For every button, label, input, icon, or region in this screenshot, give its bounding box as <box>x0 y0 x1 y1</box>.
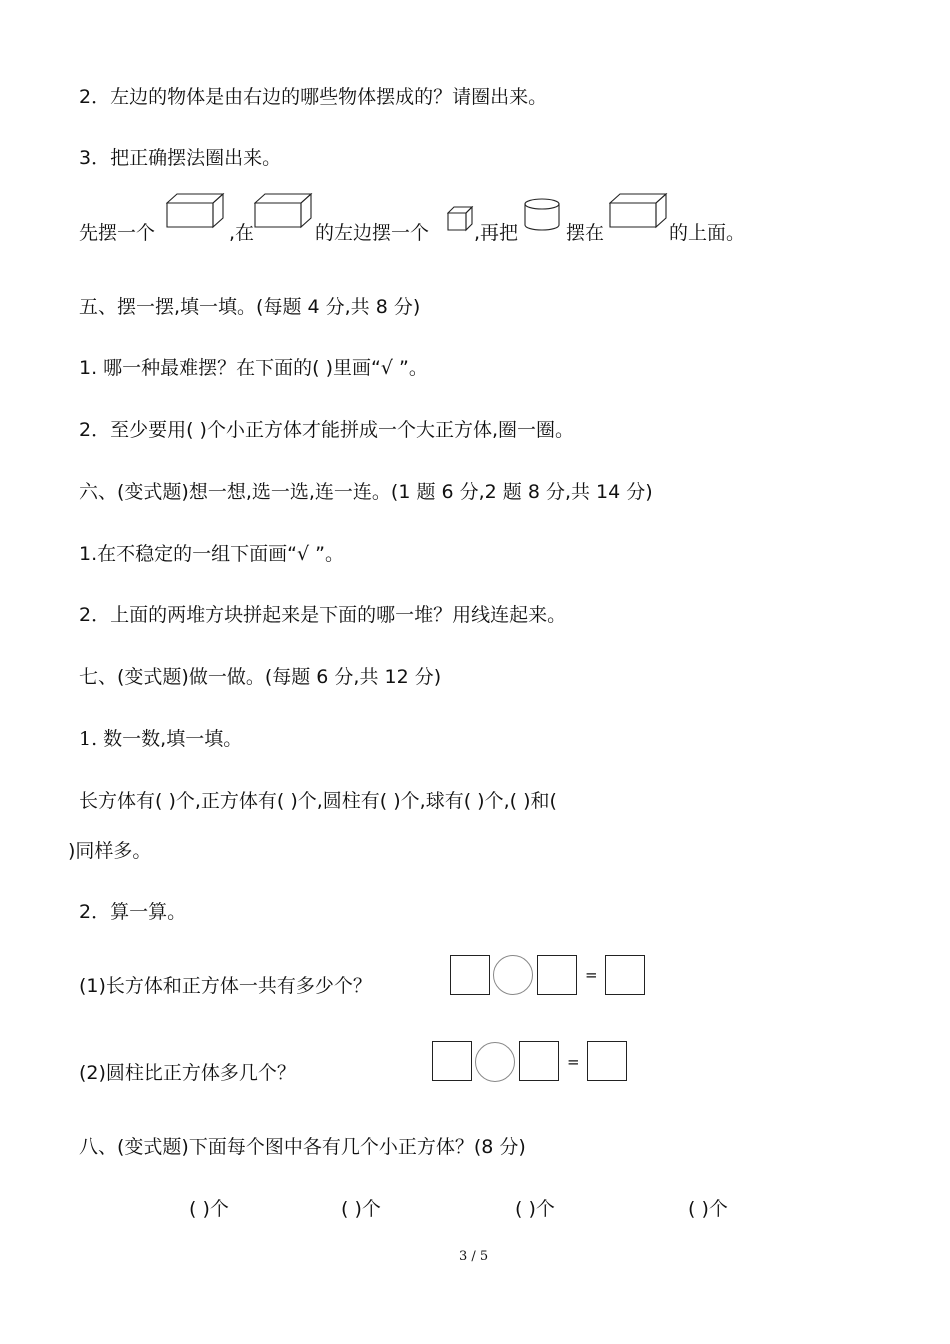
q8-blank-2: ( )个 <box>341 1198 381 1220</box>
q7-sub2: (2)圆柱比正方体多几个？ <box>79 1062 296 1084</box>
q6-item1: 1.在不稳定的一组下面画“√ ”。 <box>79 543 344 565</box>
q8-title: 八、(变式题)下面每个图中各有几个小正方体？(8 分) <box>79 1136 526 1158</box>
sentence-part5: 摆在 <box>566 222 605 244</box>
sentence-part4: ,再把 <box>474 222 519 244</box>
q4-item3-text: 3．把正确摆法圈出来。 <box>79 147 282 169</box>
cuboid-icon <box>254 193 316 229</box>
operator-circle[interactable] <box>475 1042 515 1082</box>
q5-item2: 2．至少要用( )个小正方体才能拼成一个大正方体,圈一圈。 <box>79 419 574 441</box>
answer-box[interactable] <box>432 1041 472 1081</box>
q7-count-line1: 长方体有( )个,正方体有( )个,圆柱有( )个,球有( )个,( )和( <box>79 790 557 812</box>
cuboid-icon <box>609 193 671 229</box>
q8-blank-1: ( )个 <box>189 1198 229 1220</box>
sentence-part6: 的上面。 <box>669 222 746 244</box>
answer-box[interactable] <box>450 955 490 995</box>
answer-box[interactable] <box>537 955 577 995</box>
sentence-part3: 的左边摆一个 <box>315 222 430 244</box>
equals-sign: = <box>585 966 598 984</box>
answer-box[interactable] <box>587 1041 627 1081</box>
q4-item2-text: 2．左边的物体是由右边的哪些物体摆成的？请圈出来。 <box>79 86 548 108</box>
q7-item2: 2．算一算。 <box>79 901 187 923</box>
sentence-part2: ,在 <box>229 222 255 244</box>
page-number: 3 / 5 <box>459 1249 489 1264</box>
q7-count-line2: )同样多。 <box>68 840 152 862</box>
equals-sign: = <box>567 1053 580 1071</box>
q7-title: 七、(变式题)做一做。(每题 6 分,共 12 分) <box>79 666 442 688</box>
answer-box[interactable] <box>519 1041 559 1081</box>
cube-icon <box>447 206 475 232</box>
q7-item1-number: 1. <box>79 728 98 750</box>
q5-item1: 1. 哪一种最难摆？在下面的( )里画“√ ”。 <box>79 357 428 379</box>
q8-blank-3: ( )个 <box>515 1198 555 1220</box>
cylinder-icon <box>523 197 561 233</box>
answer-box[interactable] <box>605 955 645 995</box>
q6-title: 六、(变式题)想一想,选一选,连一连。(1 题 6 分,2 题 8 分,共 14 分) <box>79 481 653 503</box>
sentence-part1: 先摆一个 <box>79 222 156 244</box>
q7-item1-text: 数一数,填一填。 <box>97 728 243 750</box>
operator-circle[interactable] <box>493 955 533 995</box>
q5-title: 五、摆一摆,填一填。(每题 4 分,共 8 分) <box>79 296 421 318</box>
cuboid-icon <box>166 193 228 229</box>
q8-blank-4: ( )个 <box>688 1198 728 1220</box>
q6-item2: 2．上面的两堆方块拼起来是下面的哪一堆？用线连起来。 <box>79 604 567 626</box>
q7-item1 <box>79 726 242 752</box>
q7-sub1: (1)长方体和正方体一共有多少个？ <box>79 975 372 997</box>
